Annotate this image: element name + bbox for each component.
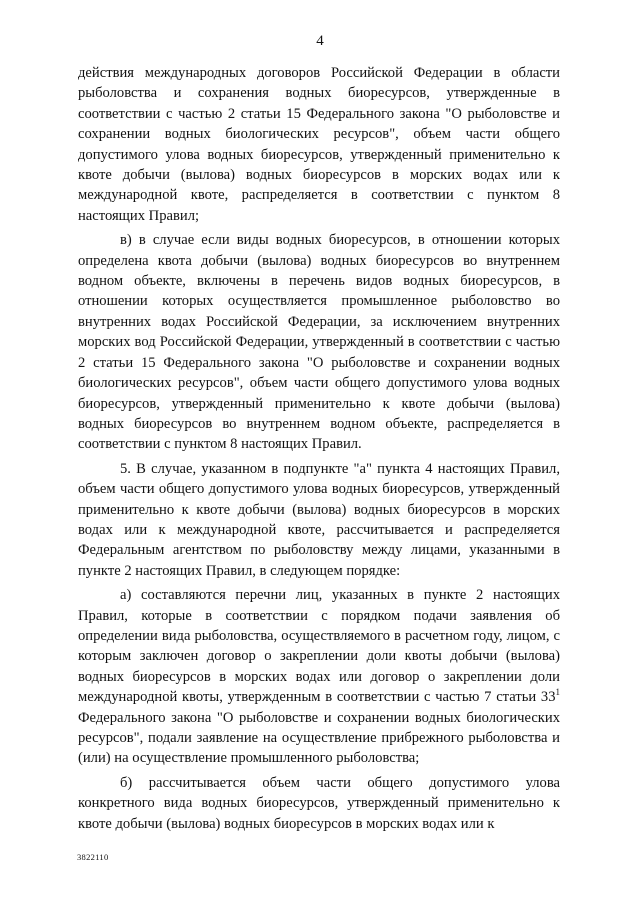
paragraph-item-5: 5. В случае, указанном в подпункте "а" пункта 4 настоящих Правил, объем части общего допустимого улова водных биоресурсов, утвержденный применительно к квоте добычи (вылова) водных биоресурсов в морских водах или к международной квоте, рассчитывается и распределяется Федеральным агентством по рыболовству между лицами, указанными в пункте 2 настоящих Правил, в следующем порядке: [78,460,560,579]
paragraph-subitem-a-text-after: Федерального закона "О рыболовстве и сохранении водных биологических ресурсов", подали заявление на осуществление прибрежного рыболовства и (или) на осуществление промышленного рыболовства; [78,709,560,767]
paragraph-subitem-a [78,585,560,769]
document-code: 3822110 [77,852,109,862]
paragraph-subitem-v: в) в случае если виды водных биоресурсов, в отношении которых определена квота добычи (вылова) водных биоресурсов во внутреннем водном объекте, включены в перечень видов водных биоресурсов, в отношении которых осуществляется промышленное рыболовство во внутренних водах Российской Федерации, за исключением внутренних морских вод Российской Федерации, утвержденный в соответствии с частью 2 статьи 15 Федерального закона "О рыболовстве и сохранении водных биологических ресурсов", объем части общего допустимого улова водных биоресурсов, утвержденный применительно к квоте добычи (вылова) водных биоресурсов во внутреннем водном объекте, распределяется в соответствии с пунктом 8 настоящих Правил. [78,232,560,453]
paragraph-continuation: действия международных договоров Российской Федерации в области рыболовства и сохранения водных биоресурсов, утвержденные в соответствии с частью 2 статьи 15 Федерального закона "О рыболовстве и сохранении водных биологических ресурсов", объем части общего допустимого улова водных биоресурсов, утвержденный применительно к квоте добычи (вылова) водных биоресурсов в морских водах или к международной квоте, распределяется в соответствии с пунктом 8 настоящих Правил; [78,65,560,224]
document-body [78,63,560,834]
paragraph-subitem-a-text-before: а) составляются перечни лиц, указанных в пункте 2 настоящих Правил, которые в соответствии с порядком подачи заявления об определении вида рыболовства, осуществляемого в расчетном году, лицом, с которым заключен договор о закреплении доли квоты добычи (вылова) водных биоресурсов в морских водах или договор о закреплении доли международной квоты, утвержденным в соответствии с частью 7 статьи 33 [78,587,560,706]
article-superscript: 1 [555,687,560,698]
paragraph-subitem-b: б) рассчитывается объем части общего допустимого улова конкретного вида водных биоресурсов, утвержденный применительно к квоте добычи (вылова) водных биоресурсов в морских водах или к [78,774,560,832]
page-number: 4 [316,33,324,49]
